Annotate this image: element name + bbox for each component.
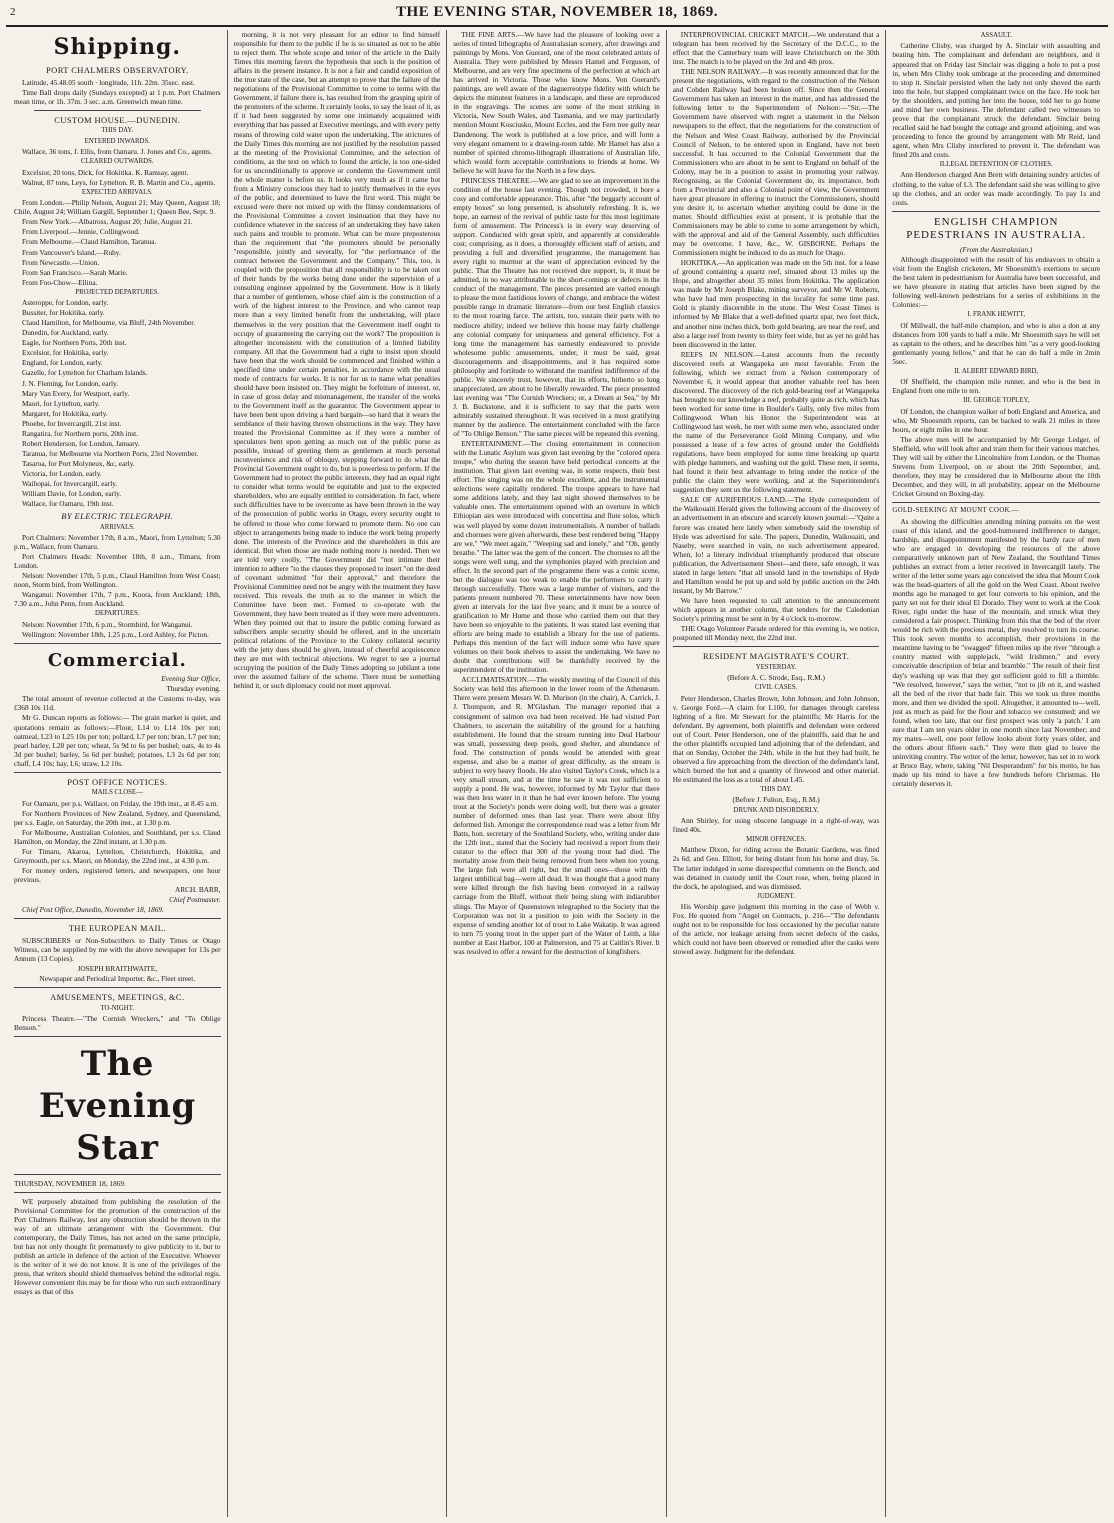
- european-mail-text: SUBSCRIBERS or Non-Subscribers to Daily Times or Otago Witness, can be supplied by me with the above newspaper for 13s per Annum (13 Copies).: [14, 935, 221, 963]
- pedestrian-text: Of Sheffield, the champion mile runner, and who is the best in England from one mile to ten.: [892, 377, 1100, 396]
- commercial-office: Evening Star Office,: [161, 674, 221, 684]
- text-line: From Vancouver's Island.—Ruby.: [22, 247, 121, 257]
- timeball-text: Time Ball drops daily (Sundays excepted) at 1 p.m. Port Chalmers mean time, or 1h. 37m. 3 sec. a.m. Greenwich mean time.: [14, 87, 221, 106]
- this-day-label: THIS DAY.: [101, 127, 134, 135]
- text-line: From Liverpool.—Jennie, Collingwood.: [22, 227, 140, 237]
- tonight-label: TO-NIGHT.: [100, 1004, 135, 1012]
- text-line: Port Chalmers Heads: November 18th, 8 a.m., Timaru, from London.: [14, 552, 221, 571]
- yesterday-label: YESTERDAY.: [755, 663, 797, 671]
- divider: [14, 643, 221, 644]
- divider: [14, 1174, 221, 1175]
- minor-offences-text: Matthew Dixon, for riding across the Botanic Gardens, was fined 2s 6d; and Geo. Elliott, for being distant from his horse and dray, 5s. The latter indulged in some disrespectful comments on the Bench, and was detained in custody until the Court rose, when, being placed in the dock, he apologised, and was dismissed.: [672, 845, 880, 891]
- masthead-rule: [6, 25, 1108, 27]
- this-day-label: THIS DAY.: [760, 786, 792, 794]
- source-line: (From the Australasian.): [960, 244, 1033, 254]
- departures-heading: DEPARTURES.: [95, 610, 140, 618]
- text-line: England, for London, early.: [22, 358, 103, 368]
- civil-cases-heading: CIVIL CASES.: [754, 684, 798, 692]
- text-line: Rangatira, for Northern ports, 20th inst.: [22, 428, 138, 438]
- text-line: Excelsior, for Hokitika, early.: [22, 348, 109, 358]
- masthead: [0, 4, 1114, 26]
- text-line: Gazelle, for Lyttelton for Chatham Islands.: [22, 368, 148, 378]
- divider: [14, 987, 221, 988]
- post-office-date: Chief Post Office, Dunedin, November 18, 1869.: [22, 905, 164, 915]
- text-line: Claud Hamilton, for Melbourne, via Bluff, 24th November.: [22, 318, 196, 328]
- text-line: Eagle, for Northern Ports, 20th inst.: [22, 338, 127, 348]
- columns: [8, 30, 1106, 1517]
- text-line: From Melbourne.—Claud Hamilton, Taranua.: [22, 237, 157, 247]
- text-line: Nelson: November 17th, 6 p.m., Stormbird, for Wanganui.: [22, 619, 193, 629]
- drunk-text: Ann Shirley, for using obscene language in a right-of-way, was fined 40s.: [672, 815, 880, 834]
- text-line: For Northern Provinces of New Zealand, Sydney, and Queensland, per s.s. Eagle, on Saturday, the 20th inst., at 1.30 p.m.: [14, 808, 221, 827]
- text-line: Asteroppe, for London, early.: [22, 298, 109, 308]
- rm-court-heading: RESIDENT MAGISTRATE'S COURT.: [702, 651, 850, 662]
- amusements-heading: AMUSEMENTS, MEETINGS, &C.: [50, 992, 185, 1003]
- text-line: ENTERTAINMENT.—The closing entertainment in connection with the Lunatic Asylum was given last evening by the "colored opera troupe," who during the season have held periodical concerts at the institution. That given last evening was, in some respects, their best effort. The singing was on the whole excellent, and the instrumental selections were capitally rendered. The troupe appears to have had some additions lately, and they last night showed themselves to be valuable ones. The entertainment opened with an overture in which Ethiopian airs were introduced with concertina and flute solos, which was well played by some dozen instrumentalists. A number of ballads and choruses were given afterwards, these best rendered being "Happy are we," "We meet again," "Weeping sad and lonely," and "Oh, gently breathe." The latter was the gem of the concert. The choruses to all the songs were well sung, and the symphonies played with precision and effect. In the second part of the programme there was a comic scene, but the dialogue was too weak to enable the performers to carry it through successfully. There was a large number of visitors, and the patients present numbered 70. These entertainments have now been given at intervals for the last five years; and it must be a source of gratification to Mr Hume and those who carried them out that they have been so enjoyable to the patients. It was stated last evening that efforts are being made to establish a library for the use of patients. Perhaps this mention of the fact will induce some who have spare volumes on their book shelves to assist the undertaking. We have no doubt that contributions will be thankfully received by the superintendent of the institution.: [453, 439, 660, 675]
- cleared-item: Excelsior, 20 tons, Dick, for Hokitika. K. Ramsay, agent.: [22, 167, 189, 177]
- column-5: [886, 30, 1106, 1517]
- text-line: Wanganui: November 17th, 7 p.m., Koora, from Auckland; 18th, 7.30 a.m., John Penn, from Auckland.: [14, 590, 221, 609]
- text-line: Robert Henderson, for London, January.: [22, 438, 140, 448]
- gold-seeking-heading: GOLD-SEEKING AT MOUNT COOK.—: [892, 507, 1020, 515]
- text-line: WE purposely abstained from publishing the resolution of the Provisional Committee for the promotion of the construction of the Port Chalmers Railway, lest any obstruction should be thrown in the way of an ultimate arrangement with the Government. Our contemporary, the Daily Times, has not acted on the same principle, but has not only thought fit prematurely to give publicity to it, but to publish an article in defence of the action of the Executive. Whoever is the writer of it we do not know. It is one of the privileges of the press, that writers should shield themselves behind the editorial regis. However convenient this may be for those who run such extraordinary essays as that of this: [14, 1196, 221, 1297]
- commercial-heading: Commercial.: [47, 649, 187, 671]
- text-line: REEFS IN NELSON.—Latest accounts from the recently discovered reefs at Wangapeka are most favorable. From the following, which we extract from a Nelson contemporary of November 6, it would appear that another valuable reef has been discovered. The discovery of the rich gold-bearing reef at Wangapeka has brought to our knowledge a reef, probably quite as rich, which has been worked for some time in Boulder's Gully, only five miles from Collingwood. When his Honor the Superintendent was at Collingwood last week, he met with some men who, associated under the name of the Perseverance Gold Mining Company, and who possessed a lease of a few acres of ground under the Goldfields regulations, have been employed for some time breaking up quartz with pledge hammers, and washing out the gold. These men, it seems, had found it their best advantage to bring under the notice of the public the claim they were working, and at the Superintendent's suggestion they sent us the following statement.: [672, 349, 880, 495]
- grain-report: Mr G. Duncan reports as follows:— The grain market is quiet, and quotations remain as follows:—Flour, L14 to L14 10s per ton; oatmeal, L23 to L25 10s per ton; pollard, L7 per ton; bran, L7 per ton; pearl barley, L28 per ton; wheat, 5s 9d to 6s per bushel; oats, 4s to 4s 3d per bushel; barley, 5s 6d per bushel; potatoes, L3 2s 6d per ton; chaff, L4 10s; hay, L6; straw, L2 10s.: [14, 713, 221, 768]
- text-line: morning, it is not very pleasant for an editor to find himself responsible for them to the public if he is so situated as not to be able to reject them. The whole scope and tenor of the article in the Daily Times this morning favors the hypothesis that such is the position of affairs in the present instance. It is not a fair and candid exposition of the true state of the case, but an attempt to prove that the failure of the negotiations of the Provisional Committee to come to terms with the Government, if failure there is, has resulted from the grasping spirit of the promoters of the scheme. It certainly looks, to say the least of it, as if it had been suggested by some one intimately acquainted with everything that has passed at Executive meetings, and with every petty means of throwing cold water upon the undertaking. The strictures of the Daily Times this morning are not justified by the resolution passed at the meeting of the Provisional Committee, and the selection of conditions, as the text on which to found the article, is too one-sided for us unconditionally to approve or condemn the Government until the whole matter is before us. It looks very much as if it came hot from a Ministry conscious they had to justify themselves in the eyes of the public, and determined to have the first word. This might be excused were there not mixed up with the flimsy condemnations of the Provisional Committee a covert insinuation that they have no confidence whatever in the success of an undertaking they have taken such pains and trouble to promote. What can be more preposterous than the requirement that "the promoters should be personally "responsible, jointly and severally, for "the performance of the contract between the Government and the Company." This, too, is coupled with the proposition that all responsibility is to be taken out of their hands by the works being done under the supervision of a consulting engineer appointed by the Government. How is it likely that a number of gentlemen, whose chief aim is the construction of a work of the highest interest to the Province, and who cannot reap more than a very limited benefit from the undertaking, will place themselves in the very position that the Government itself ought to occupy of guaranteeing the carrying out the work? The proposition is altogether inconsistent with the constitution of a limited liability company. All that the Government had a right to insist upon should have been that the work should be commenced and finished within a specified time under certain penalties, in accordance with the usual mode of contracts for works. It is not for us to name what penalties should have been insisted on. They might be forfeiture of interest, or, in case of gross delay and mismanagement, the transfer of the works to the Government itself as the guarantor. The Government appear to have been bent upon driving a hard bargain—so hard that it wears the semblance of their having thrown obstructions in the way. They have treated the Provisional Committee as if they were a number of speculators bent upon getting as much out of the public purse as possible, instead of greeting them as gentlemen at much personal inconvenience and risk of obloquy, stepping forward to do what the Provincial Government ought to do, but is powerless to perform. If the Government had to protect the public interests, they had an equal right to consider what terms would be equitable and just to the expected shareholders, who are equally entitled to consideration. In fact, where such difficulties have to be overcome as have been thrown in the way of the prosecution of public works in Otago, every security ought to be offered to those who come forward to promote them. No one can object to arrangements being made to induce the work being properly done. The interests of the Province and the shareholders in this are identical. But when those are made nothing more is needed. Then we are told very coolly, "The Government did "not intimate their intention to adhere "to the clauses they proposed to insert "on the deed of covenant submitted "for their approval," and therefore the Provisional Committee need not be angry with the treatment they have received. This reveals the truth as to the manner in which the Committee have been met. Formed to co-operate with the Government, they have been treated as if they were mere adventurers. When they pointed out that to insure the public coming forward as subscribers ample security should be offered, and in the uncertain political relations of the Province to the Colony collateral security with the jetty dues should be given, instead of cheerful acquiescence they are met with technical objections. We regret to see a journal occupying the position of the Daily Times adopting so jubilant a tone over the assumed failure of the scheme. There must be something behind it, or such diplomacy could not meet approval.: [233, 30, 441, 691]
- custom-house-heading: CUSTOM HOUSE.—DUNEDIN.: [54, 114, 181, 125]
- divider: [892, 502, 1100, 503]
- civil-case-text: Peter Henderson, Charles Brown, John Johnson, and John Johnson, v. George Ford.—A claim for L100, for damages through careless lighting of a fire. Mr Stewart for the plaintiffs; Mr Harris for the defendant. By agreement, both plaintiffs and defendant were ordered out of Court. Peter Henderson, one of the plaintiffs, said that he and the other plaintiffs occupied land adjoining that of the defendant, and that on Sunday, October the 24th, while in the hut they had built, he observed a fire approaching from the direction of the defendant's land, which burned the hut and a quantity of firewood and other material. He estimated the loss as a total of about L45.: [672, 693, 880, 784]
- text-line: PRINCESS THEATRE.—We are glad to see an improvement in the condition of the house last evening. Though not crowded, it bore a cosy and comfortable appearance. This, after "the beggarly account of empty boxes" so long presented, is absolutely refreshing. It is, we hope, an earnest of the revival of public taste for this most legitimate form of amusement. The Princess's is in every way deserving of support. Conducted with great spirit, and apparently at considerable cost; comprising, as it does, a thoroughly efficient staff of artists, and providing a full and diversified programme, the management has every right to murmur at the want of appreciation evinced by the public. That the Theatre has not received due support, is, it must be admitted, in no way attributable to the short-comings or defects in the conduct of the management. The pieces presented are varied enough to please the most fastidious lovers of change, and embrace the widest possible range in dramatic literature—from our best English classics to the most roaring farce. The artists, too, sustain their parts with no mediocre ability; indeed we believe this house may fairly challenge any colonial company for uniqueness and general efficiency. For a long time the management has earnestly endeavored to provide wholesome public amusements, under, it must be said, great discouragements and disappointments, and it has required some philosophy and fortitude to withstand the manifest indifference of the public. We sincerely trust, however, that its efforts, hitherto so long unappreciated, are about to be liberally rewarded. The piece presented last evening was "The Cornish Wreckers; or, a Dream at Sea," by Mr J. B. Buckstone, and it is sufficient to say that the parts were admirably sustained throughout. It was received in a most gratifying manner by the audience. The entertainment concluded with the farce of "To Oblige Benson." The same pieces will be repeated this evening.: [453, 175, 660, 439]
- judgment-heading: JUDGMENT.: [757, 892, 795, 900]
- mails-list: [14, 799, 221, 884]
- projected-heading: PROJECTED DEPARTURES.: [75, 288, 160, 296]
- observatory-text: Latitude, 45.48.05 south · longitude, 11h. 22m. 35sec. east.: [22, 77, 195, 87]
- text-line: For money orders, registered letters, and newspapers, one hour previous.: [14, 866, 221, 885]
- text-line: Tasaroa, for Port Molyneux, &c, early.: [22, 458, 135, 468]
- divider: [14, 1192, 221, 1193]
- divider: [14, 1036, 221, 1037]
- arrivals-heading: ARRIVALS.: [99, 523, 135, 531]
- entered-text: Wallace, 36 tons, J. Ellis, from Oamaru. J. Jones and Co., agents.: [22, 147, 212, 157]
- before-magistrate: (Before J. Fulton, Esq., R.M.): [732, 795, 820, 805]
- post-office-heading: POST OFFICE NOTICES.: [67, 776, 168, 787]
- text-line: ACCLIMATISATION.—The weekly meeting of the Council of this Society was held this afternoon in the lower room of the Athenæum. There were present Messrs W. D. Murison (in the chair), A. Carrick, J. J. Thompson, and R. M'Glashan. The manager reported that a consignment of salmon ova had been received. He had visited Port Chalmers, to ascertain the suitability of the ground for a hatching establishment. He found that the stream running into Deal Harbour was small, possessing deep pools, good shelter, and abundance of food. The construction of ponds would be attended with great expense, and also be a matter of great difficulty, as the stream is subject to very heavy floods. He also visited Taylor's Creek, which is a very small stream, and at the time he saw it was not sufficient to supply a pond. He was, however, informed by Mr Taylor that there was then less water in it than he had ever known before. The young trout at the Society's ponds were doing well, but there was a greater number of deformed ones than last year. There were about fifty deformed fish. Amongst the correspondence read was a letter from Mr Batts, hon. secretary of the Southland Society, who, writing under date the 12th inst., stated that the Society had received a report from their curator to the effect that 300 of the young trout had died. The mortality arose from their being removed from here when too young. The large fish were all right, but the small ones—those with the largest umbilical bag—were all dead. It was thought that a good many were killed through the fish having been conveyed in a railway carriage from the Bluff, without their being slung with indiarubber slings. The Mayor of Queenstown telegraphed to the Society that the Corporation was not in a position to join with the Society in the expense of sending another lot of trout to Lake Wakatip. It was agreed to turn 75 young trout in the upper part of the Water of Leith, a like number at East Harbor, 100 at Palmerston, and 75 at Caitlin's River. It was resolved to offer a reward for the destruction of kingfishers.: [453, 675, 660, 956]
- revenue-text: The total amount of revenue collected at the Customs to-day, was £368 10s 11d.: [14, 694, 221, 713]
- text-line: Maori, for Lyttelton, early.: [22, 398, 100, 408]
- masthead-title: THE EVENING STAR, NOVEMBER 18, 1869.: [396, 4, 718, 20]
- news-paragraphs: [673, 30, 880, 595]
- text-line: Nelson: November 17th, 5 p.m., Claud Hamilton from West Coast; noon, Storm bird, from Wellington.: [14, 571, 221, 590]
- column-1: [8, 30, 228, 1517]
- notice-paragraph: We have been requested to call attention to the announcement which appears in another column, that tenders for the Caledonian Society's printing must be sent in by 4 o'clock to-morrow.: [672, 595, 880, 623]
- text-line: From San Francisco.—Sarah Marie.: [22, 267, 128, 277]
- editorial-text: [14, 1197, 221, 1297]
- pedestrian-text: Of London, the champion walker of both England and America, and who, Mr Shoesmith reports, can be backed to walk 21 miles in three hours, or eight miles in one hour.: [892, 406, 1100, 434]
- volunteer-notice: THE Otago Volunteer Parade ordered for this evening is, we notice, postponed till Monday next, the 22nd inst.: [672, 624, 880, 643]
- pedestrian-name: I. FRANK HEWITT,: [967, 311, 1026, 319]
- judgment-text: His Worship gave judgment this morning in the case of Webb v. Fox. He quoted from "Angel on Contracts, p. 216—"The defendants ought not to be responsible for loss occasioned by the peculiar nature of the article, nor leakage arising from secret defects of the casks, which could not have been observed or remedied after the casks were stowed away. Judgment for the defendant.: [672, 902, 880, 957]
- text-line: THE NELSON RAILWAY.—It was recently announced that for the present the negotiations, with regard to the construction of the Nelson and Cobden Railway had been broken off. Since then the General Government has taken an interest in the matter, and has addressed the following letter to the Superintendent of Nelson:—"Sir,—The Government have observed with regret a statement in the Nelson newspapers to the effect, that the negotiations for the construction of the Nelson and West Coast Railway, authorised by the Provincial Council of Nelson, to be entered upon in England, have not been successful. It has occurred to the Colonial Government that the Commissioners who are about to be sent to England on behalf of the Colony, may be in a position to assist in promoting your railway. Recognising, as the Colonial Government do, its importance, both from a Provincial and also a Colonial point of view, the Government have great pleasure in offering to instruct the Commissioners, should you desire it, to ascertain whether anything could be done in the matter. Should difficulties exist at present, it is probable that the Commissioners may be able to come to some arrangement by which, with the approval and aid of the General Assembly, such difficulties may be overcome. I have, &c., W. GISBORNE. Perhaps the Commissioners might be induced to do as much for Otago.: [672, 67, 880, 258]
- european-mail-heading: THE EUROPEAN MAIL.: [68, 923, 166, 934]
- pedestrians-more: The above men will be accompanied by Mr George Ledger, of Sheffield, who will look after and train them for their various matches. They will sail by either the Lincolnshire from London, or the Thomas Stevens from Liverpool, on or about the 20th September, and, therefore, they may be considered due in Melbourne about the 10th December, and they will, in all probability, appear on the Melbourne Cricket Ground on Boxing-day.: [892, 434, 1100, 499]
- divider: [673, 646, 880, 647]
- drunk-heading: DRUNK AND DISORDERLY.: [733, 806, 819, 814]
- telegraph-heading: BY ELECTRIC TELEGRAPH.: [61, 511, 174, 522]
- issue-date: THURSDAY, NOVEMBER 18, 1869.: [14, 1178, 126, 1188]
- mail-signature: JOSEPH BRAITHWAITE,: [77, 963, 158, 973]
- editorial-continued: [234, 30, 441, 690]
- expected-heading: EXPECTED ARRIVALS.: [81, 188, 153, 196]
- text-line: Wallace, for Oamaru, 19th inst.: [22, 499, 114, 509]
- text-line: Mary Van Every, for Westport, early.: [22, 388, 130, 398]
- text-line: Phoebe, for Invercargill, 21st inst.: [22, 418, 122, 428]
- text-line: Victoria, for London, early.: [22, 468, 102, 478]
- text-line: Dunedin, for Auckland, early.: [22, 328, 109, 338]
- text-line: For Melbourne, Australian Colonies, and Southland, per s.s. Claud Hamilton, on Monday, the 22nd instant, at 1.30 p.m.: [14, 827, 221, 846]
- entered-heading: ENTERED INWARDS.: [84, 137, 150, 145]
- mail-signature-line: Newspaper and Periodical Importer, &c., Fleet street.: [39, 973, 196, 983]
- arrivals-list: [14, 533, 221, 608]
- postmaster-name: ARCH. BARR,: [174, 885, 221, 895]
- text-line: From New York.—Albatross, August 20; Julie, August 21.: [22, 217, 193, 227]
- cleared-item: Walnut, 87 tons, Leys, for Lyttelton. R. B. Martin and Co., agents.: [22, 177, 216, 187]
- text-line: THE FINE ARTS.—We have had the pleasure of looking over a series of tinted lithographs of Australasian scenery, after drawings and paintings by Mons. Von Guerard, one of the most celebrated artists of Australia. They were published by Messrs Hamel and Ferguson, of Melbourne, and are very fine specimens of the perfection at which art has arrived in Victoria. Those who know Mons. Von Guerard's paintings, are well aware of the daguerreotype fidelity with which he depicts the minutest features in a landscape, and these are reproduced in the engravings. The scenes are some of the most striking in Victoria, New South Wales, and Tasmania, and we may particularly mention Mount Kosciusko, Mount Eccles, and the Fern tree gully near Dandenong. The work is published at a low price, and will form a very elegant ornament to a drawing-room table. Mr Hamel has also a number of spirited chromo-lithograph illustrations of Australian life, which would form acceptable contributions to friends at home. We believe he will leave for the North in a few days.: [453, 30, 660, 175]
- gold-seeking-text: As showing the difficulties attending mining pursuits on the west coast of this island, and the good-humoured indifference to danger, hardship, and disappointment manifested by the hardy race of men who are engaged in developing the resources of the above comparatively unknown part of New Zealand, the Southland Times publishes an extract from a letter received in Invercargill lately. The writer of the letter some years ago conceived the idea that Mount Cook was the head-quarters of all the gold on the West Coast. About twelve months ago he managed to get four converts to his opinion, and the party set out for their ideal El Dorado. They went to work at the Cook River, right under the base of the mountain, and struck what they considered a fair prospect. Thinking from this that the bed of the river would be rich with the precious metal, they resolved to turn its course. This took seven months to accomplish, their provisions in the meantime having to be "swagged" fifteen miles up the river "through a country matted with supplejack, "wild Irishmen," and every conceivable description of briar and bramble." The result of their first day's washing up was that they got sufficient gold to fill a thimble. "We resolved, however," says the writer, "not to jib on it, and washed all the bed of the river that bade fair. This we took us three months more, and then we divided the spoil. Altogether, it amounted to—well, just as much as paid for the flour and tobacco we consumed; and we found, when too late, that our first prospect was only 'a patch.' I am sure that I am ten years older in one month since last November; and my mates—well, one poor fellow looks about forty years older, and the others about fifteen each." They were then glad to leave the uninviting country. The writer of the letter, however, has set in to work at Bruce Bay, where, taking "Nil Desperandum" for his motto, he has made up his mind to have a few hundreds before Christmas. He certainly deserves it.: [892, 516, 1100, 789]
- text-line: Port Chalmers: November 17th, 8 a.m., Maori, from Lyttelton; 5.30 p.m., Wallace, from Oamaru.: [14, 533, 221, 552]
- cleared-heading: CLEARED OUTWARDS.: [81, 158, 154, 166]
- column-4: [667, 30, 887, 1517]
- departures-list: [14, 620, 221, 639]
- text-line: For Timaru, Akaroa, Lyttelton, Christchurch, Hokitika, and Greymouth, per s.s. Maori, on Monday, the 22nd inst., at 4.30 p.m.: [14, 846, 221, 865]
- text-line: From Foo-Chow—Ellina.: [22, 277, 98, 287]
- text-line: Margaret, for Hokitika, early.: [22, 408, 108, 418]
- assault-text: Catherine Clisby, was charged by A. Sinclair with assaulting and beating him. The complainant and defendant are neighbors, and it appeared that on Friday last Sinclair was digging a hole to put a post in, when Mrs Clisby took umbrage at the proceeding and determined to stop it. Sinclair persisted when the lady not only shoved the earth into the hole, but slapped complainant twice on the face. He took her by the shoulders, and putting her into the house, told her to go home and mind her own business. The defendant called two witnesses to prove that the complainant struck the defendant. Sinclair being recalled said he had bought the cottage and ground adjoining, and was proceeding to fence the ground by arrangement with Mr Reid, land agent, when Mrs Clisby interfered to prevent it. The defendant was fined 20s and costs.: [892, 41, 1100, 159]
- text-line: SALE OF AURIFEROUS LAND.—The Hyde correspondent of the Waikouaiti Herald gives the following account of the discovery of an advertisement in an obscure and scarcely known journal:—"Quite a furore was created here lately when somebody said the township of Hyde was advertised for sale. The papers, Dunedin, Waikouaiti, and Naseby, were searched in vain, no such advertisement appeared. When, lo! a literary individual triumphantly produced that obscure publication, the Advertisement Sheet—and there, safe enough, it was stated in large letters "that all unsold land in the townships of Hyde and Hamilton would be put up and sold by public auction on the 24th instant, by Mr Barrow.": [672, 495, 880, 595]
- observatory-heading: PORT CHALMERS OBSERVATORY.: [46, 65, 189, 76]
- news-paragraphs: [453, 30, 660, 956]
- text-line: From Newcastle.—Union.: [22, 257, 100, 267]
- text-line: Taranua, for Melbourne via Northern Ports, 23rd November.: [22, 448, 199, 458]
- pedestrian-text: Of Millwall, the half-mile champion, and who is also a don at any distances from 100 yards to half a mile. Mr Shoesmith says he will set as captain to the others, and he describes him "as a very good-looking gentlemanly young fellow," and that he can do half a mile in 2min 5sec.: [892, 320, 1100, 366]
- amusements-text: Princess Theatre.—"The Cornish Wreckers," and "To Oblige Benson.": [14, 1013, 221, 1033]
- pedestrian-name: II. ALBERT EDWARD BIRD,: [954, 367, 1039, 375]
- divider: [34, 110, 201, 111]
- assault-heading: ASSAULT.: [980, 32, 1012, 39]
- postmaster-title: Chief Postmaster.: [169, 895, 221, 905]
- text-line: Bussiter, for Hokitika, early.: [22, 308, 105, 318]
- divider: [892, 211, 1100, 212]
- commercial-date: Thursday evening.: [166, 684, 221, 694]
- pedestrian-name: III. GEORGE TOPLEY,: [963, 397, 1030, 405]
- text-line: William Davie, for London, early.: [22, 489, 122, 499]
- minor-offences-heading: MINOR OFFENCES.: [746, 836, 807, 844]
- illegal-detention-text: Ann Henderson charged Ann Brett with detaining sundry articles of clothing, to the value of L3. The defendant said she was willing to give up the clothes, and an order was made accordingly. To pay 1s and costs.: [892, 170, 1100, 207]
- text-line: For Oamaru, per p.s. Wallace, on Friday, the 19th inst., at 8.45 a.m.: [22, 798, 219, 808]
- newspaper-title: The Evening Star: [38, 1044, 196, 1169]
- before-magistrate: (Before A. C. Strode, Esq., R.M.): [727, 673, 825, 683]
- pedestrians-heading: ENGLISH CHAMPION PEDESTRIANS IN AUSTRALIA.: [906, 215, 1087, 242]
- mails-close-heading: MAILS CLOSE—: [91, 789, 143, 797]
- text-line: Waihopai, for Invercargill, early.: [22, 478, 118, 488]
- text-line: HOKITIKA.—An application was made on the 5th inst. for a lease of ground containing a quartz reef, situated about 13 miles up the Hope, and altogether about 35 miles from Hokitika. The application was made by Mr Joseph Blake, mining surveyor, and Mr W. Roberts, who have had men prospecting in the locality for some time past. Gold is plainly discernible in the stone. The West Coast Times is informed by Mr Blake that a well-defined quartz spar, two feet thick, and another nine inches thick, both gold bearing, are near the reef, and also a large reef from twenty to thirty feet wide, but as yet no gold has been discovered in the latter.: [672, 258, 880, 349]
- divider: [14, 918, 221, 919]
- page-number: 2: [10, 6, 16, 18]
- shipping-heading: Shipping.: [53, 34, 181, 60]
- column-3: [447, 30, 667, 1517]
- text-line: INTERPROVINCIAL CRICKET MATCH.—We understand that a telegram has been received by the Secretary of the D.C.C., to the effect that the Canterbury team will leave Christchurch on the 30th inst. The match is to be played on the 3rd and 4th prox.: [672, 30, 880, 67]
- divider: [14, 772, 221, 773]
- projected-list: [14, 298, 221, 508]
- illegal-detention-heading: ILLEGAL DETENTION OF CLOTHES.: [939, 161, 1053, 169]
- column-2: [228, 30, 448, 1517]
- pedestrians-intro: Although disappointed with the result of his endeavors to obtain a visit from the English cricketers, Mr Shoesmith's exertions to secure the best talent in pedestrianism for Australia have been successful, and we have pleasure in stating that articles have been signed by the following well-known pedestrians for a series of exhibitions in the Colonies:—: [892, 254, 1100, 310]
- expected-list: [14, 198, 221, 286]
- text-line: J. N. Fleming, for London, early.: [22, 378, 118, 388]
- text-line: From London.—Philip Nelson, August 21; May Queen, August 18; Chile, August 24; William Gargill, September 1; Queen Bee, Sept. 9.: [14, 198, 221, 217]
- text-line: Wellington: November 18th, 1.25 p.m., Lord Ashley, for Picton.: [22, 629, 209, 639]
